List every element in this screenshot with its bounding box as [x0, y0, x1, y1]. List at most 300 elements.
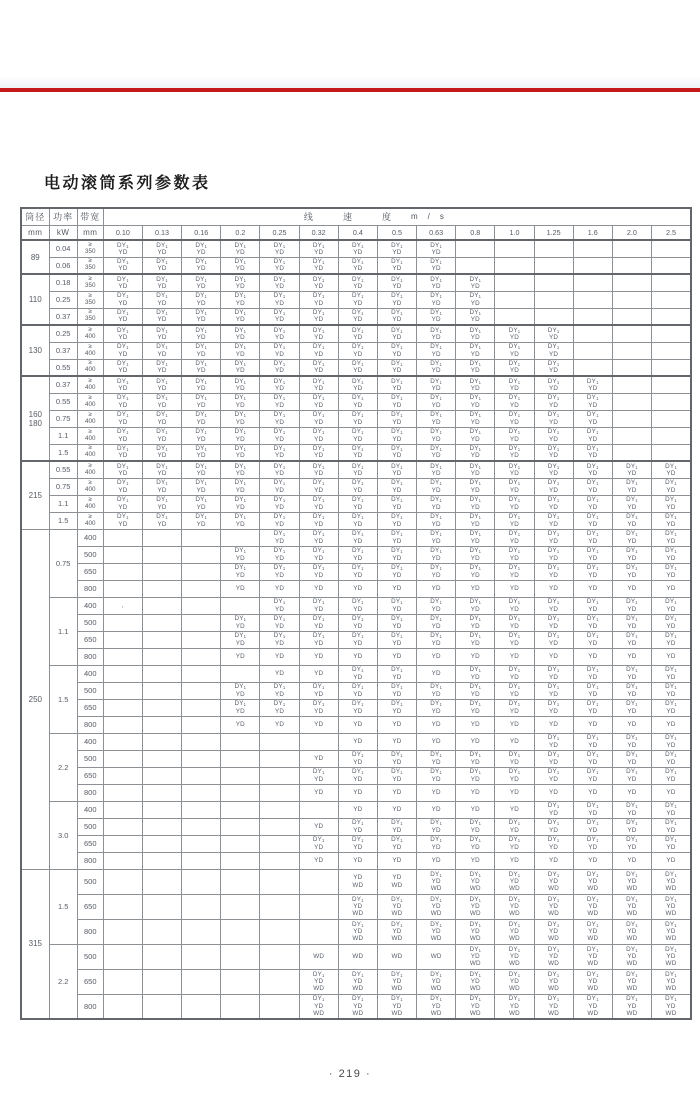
empty-cell — [103, 944, 142, 969]
speed-cell: YD — [573, 580, 612, 597]
speed-column-header: 0.5 — [377, 225, 416, 240]
empty-cell — [260, 894, 299, 919]
speed-cell: YD — [652, 580, 692, 597]
speed-cell: $DY_1$ YD — [417, 682, 456, 699]
empty-cell — [142, 919, 181, 944]
empty-cell — [221, 969, 260, 994]
empty-cell — [221, 869, 260, 894]
speed-cell: $DY_1$ YD — [338, 291, 377, 308]
speed-cell: $DY_1$ YD — [495, 818, 534, 835]
speed-cell: $DY_1$ YD — [534, 818, 573, 835]
speed-cell: $DY_1$ YD — [456, 291, 495, 308]
speed-cell: $DY_1$ YD WD — [377, 894, 416, 919]
speed-cell: $DY_1$ YD WD — [534, 969, 573, 994]
speed-cell: $DY_1$ YD WD — [495, 944, 534, 969]
speed-cell: $DY_1$ YD — [299, 291, 338, 308]
speed-cell: $DY_1$ YD — [534, 427, 573, 444]
speed-cell: $DY_1$ YD WD — [573, 869, 612, 894]
width-cell: 500 — [77, 614, 103, 631]
speed-cell: $DY_1$ YD — [142, 325, 181, 342]
empty-cell — [534, 257, 573, 274]
speed-cell: $DY_1$ YD — [573, 682, 612, 699]
speed-cell: YD — [299, 648, 338, 665]
speed-cell: $DY_1$ YD — [377, 818, 416, 835]
speed-cell: $DY_1$ YD — [182, 410, 221, 427]
power-cell: 0.75 — [49, 478, 77, 495]
empty-cell — [652, 325, 692, 342]
speed-title-part: 线 — [303, 212, 313, 223]
parameters-table — [20, 207, 692, 1020]
empty-cell — [103, 784, 142, 801]
empty-cell — [103, 648, 142, 665]
empty-cell — [182, 919, 221, 944]
empty-cell — [260, 994, 299, 1019]
empty-cell — [182, 835, 221, 852]
width-cell: 650 — [77, 699, 103, 716]
empty-cell — [260, 733, 299, 750]
speed-cell: $DY_1$ YD — [612, 597, 651, 614]
speed-cell: $DY_1$ YD — [299, 631, 338, 648]
speed-cell: $DY_1$ YD — [221, 512, 260, 529]
speed-cell: YD — [417, 580, 456, 597]
empty-cell — [612, 274, 651, 291]
power-cell: 0.55 — [49, 393, 77, 410]
speed-cell: YD — [573, 784, 612, 801]
empty-cell — [299, 869, 338, 894]
width-cell: ≥ 350 — [77, 274, 103, 291]
speed-cell: $DY_1$ YD WD — [299, 994, 338, 1019]
power-cell: 0.37 — [49, 308, 77, 325]
empty-cell — [612, 325, 651, 342]
speed-cell: $DY_1$ YD WD — [573, 994, 612, 1019]
empty-cell — [182, 994, 221, 1019]
speed-cell: $DY_1$ YD — [534, 529, 573, 546]
empty-cell — [495, 240, 534, 257]
speed-cell: $DY_1$ YD — [534, 699, 573, 716]
speed-cell: $DY_1$ YD — [456, 767, 495, 784]
width-cell: 400 — [77, 801, 103, 818]
empty-cell — [182, 682, 221, 699]
speed-cell: $DY_1$ YD — [417, 427, 456, 444]
speed-cell: $DY_1$ YD — [221, 393, 260, 410]
speed-cell: YD — [495, 852, 534, 869]
speed-cell: $DY_1$ YD — [612, 665, 651, 682]
speed-cell: $DY_1$ YD — [573, 410, 612, 427]
speed-cell: $DY_1$ YD — [142, 257, 181, 274]
empty-cell — [260, 818, 299, 835]
power-cell: 0.06 — [49, 257, 77, 274]
speed-cell: $DY_1$ YD — [573, 478, 612, 495]
speed-cell: $DY_1$ YD — [338, 461, 377, 478]
empty-cell — [260, 869, 299, 894]
speed-cell: $DY_1$ YD — [456, 393, 495, 410]
speed-cell: $DY_1$ YD — [299, 376, 338, 393]
speed-cell: $DY_1$ YD — [573, 393, 612, 410]
speed-column-header: 0.13 — [142, 225, 181, 240]
speed-cell: $DY_1$ YD — [573, 665, 612, 682]
speed-cell: $DY_1$ YD — [260, 257, 299, 274]
speed-cell: $DY_1$ YD WD — [495, 919, 534, 944]
power-cell: 1.1 — [49, 495, 77, 512]
speed-cell: $DY_1$ YD — [377, 529, 416, 546]
speed-cell: $DY_1$ YD — [260, 682, 299, 699]
speed-cell: $DY_1$ YD — [417, 461, 456, 478]
width-cell: ≥ 400 — [77, 495, 103, 512]
speed-cell: $DY_1$ YD — [495, 325, 534, 342]
empty-cell — [103, 733, 142, 750]
speed-cell: $DY_1$ YD — [612, 767, 651, 784]
speed-cell: $DY_1$ YD — [534, 597, 573, 614]
speed-cell: $DY_1$ YD — [417, 529, 456, 546]
speed-cell: $DY_1$ YD — [182, 342, 221, 359]
empty-cell — [142, 699, 181, 716]
width-cell: 800 — [77, 784, 103, 801]
speed-cell: $DY_1$ YD — [417, 342, 456, 359]
speed-cell: $DY_1$ YD — [456, 818, 495, 835]
speed-cell: $DY_1$ YD — [495, 393, 534, 410]
speed-cell: $DY_1$ YD — [612, 461, 651, 478]
speed-cell: $DY_1$ YD WD — [495, 869, 534, 894]
speed-cell: $DY_1$ YD — [456, 359, 495, 376]
empty-cell — [221, 665, 260, 682]
speed-cell: $DY_1$ YD — [338, 682, 377, 699]
speed-cell: $DY_1$ YD — [652, 665, 692, 682]
empty-cell — [652, 257, 692, 274]
speed-cell: $DY_1$ YD — [299, 546, 338, 563]
speed-cell: $DY_1$ YD — [377, 359, 416, 376]
empty-cell — [573, 291, 612, 308]
empty-cell — [182, 852, 221, 869]
speed-cell: $DY_1$ YD — [456, 274, 495, 291]
speed-cell: $DY_1$ YD — [260, 597, 299, 614]
speed-cell: YD — [260, 665, 299, 682]
speed-cell: $DY_1$ YD — [221, 461, 260, 478]
width-cell: ≥ 400 — [77, 376, 103, 393]
speed-cell: $DY_1$ YD — [495, 444, 534, 461]
speed-cell: $DY_1$ YD — [338, 478, 377, 495]
speed-cell: $DY_1$ YD — [612, 750, 651, 767]
speed-column-header: 0.63 — [417, 225, 456, 240]
speed-cell: $DY_1$ YD WD — [612, 994, 651, 1019]
speed-cell: $DY_1$ YD — [103, 512, 142, 529]
empty-cell — [142, 529, 181, 546]
empty-cell — [103, 563, 142, 580]
speed-column-header: 1.6 — [573, 225, 612, 240]
speed-cell: $DY_1$ YD — [338, 393, 377, 410]
speed-cell: $DY_1$ YD — [142, 495, 181, 512]
speed-cell: $DY_1$ YD — [377, 546, 416, 563]
speed-cell: $DY_1$ YD — [417, 359, 456, 376]
empty-cell — [182, 733, 221, 750]
speed-cell: YD — [377, 716, 416, 733]
speed-cell: $DY_1$ YD — [495, 512, 534, 529]
speed-cell: YD — [417, 648, 456, 665]
speed-cell: $DY_1$ YD — [299, 308, 338, 325]
speed-column-header: 0.8 — [456, 225, 495, 240]
speed-cell: $DY_1$ YD — [182, 308, 221, 325]
speed-cell: $DY_1$ YD — [495, 631, 534, 648]
empty-cell — [142, 546, 181, 563]
empty-cell — [534, 308, 573, 325]
speed-cell: $DY_1$ YD — [103, 444, 142, 461]
speed-cell: $DY_1$ YD — [142, 444, 181, 461]
speed-cell: $DY_1$ YD — [377, 444, 416, 461]
empty-cell — [612, 376, 651, 393]
power-cell: 0.18 — [49, 274, 77, 291]
empty-cell — [221, 994, 260, 1019]
speed-cell: $DY_1$ YD — [221, 257, 260, 274]
speed-cell: $DY_1$ YD — [338, 767, 377, 784]
speed-cell: $DY_1$ YD — [377, 767, 416, 784]
speed-cell: $DY_1$ YD — [377, 274, 416, 291]
speed-cell: YD — [534, 784, 573, 801]
empty-cell — [456, 240, 495, 257]
speed-cell: $DY_1$ YD — [299, 682, 338, 699]
power-cell: 1.5 — [49, 665, 77, 733]
speed-cell: $DY_1$ YD — [299, 410, 338, 427]
speed-cell: $DY_1$ YD WD — [534, 994, 573, 1019]
empty-cell — [221, 835, 260, 852]
speed-cell: $DY_1$ YD — [652, 512, 692, 529]
speed-cell: $DY_1$ YD — [103, 393, 142, 410]
speed-cell: $DY_1$ YD WD — [417, 994, 456, 1019]
speed-cell: $DY_1$ YD — [260, 274, 299, 291]
speed-cell: $DY_1$ YD — [534, 682, 573, 699]
speed-cell: $DY_1$ YD — [495, 597, 534, 614]
speed-cell: $DY_1$ YD — [103, 308, 142, 325]
speed-cell: $DY_1$ YD — [534, 461, 573, 478]
speed-cell: $DY_1$ YD — [612, 818, 651, 835]
speed-cell: $DY_1$ YD — [299, 257, 338, 274]
speed-cell: $DY_1$ YD — [534, 444, 573, 461]
speed-cell: $DY_1$ YD — [417, 750, 456, 767]
speed-cell: YD — [534, 716, 573, 733]
power-cell: 1.5 — [49, 444, 77, 461]
speed-cell: $DY_1$ YD WD — [377, 919, 416, 944]
speed-cell: $DY_1$ YD — [456, 597, 495, 614]
empty-cell — [142, 801, 181, 818]
speed-cell: $DY_1$ YD — [652, 682, 692, 699]
speed-cell: $DY_1$ YD — [573, 818, 612, 835]
speed-cell: $DY_1$ YD WD — [652, 944, 692, 969]
speed-cell: YD — [456, 716, 495, 733]
speed-cell: YD WD — [377, 869, 416, 894]
speed-cell: YD — [299, 818, 338, 835]
empty-cell — [221, 852, 260, 869]
speed-cell: YD — [612, 648, 651, 665]
speed-cell: $DY_1$ YD — [534, 733, 573, 750]
dia-cell: 160 180 — [21, 376, 49, 461]
speed-cell: $DY_1$ YD — [182, 495, 221, 512]
speed-cell: $DY_1$ YD — [221, 631, 260, 648]
width-cell: 500 — [77, 546, 103, 563]
speed-cell: $DY_1$ YD — [417, 308, 456, 325]
speed-cell: $DY_1$ YD — [338, 359, 377, 376]
speed-cell: $DY_1$ YD — [456, 665, 495, 682]
speed-cell: WD — [299, 944, 338, 969]
speed-cell: $DY_1$ YD — [338, 835, 377, 852]
width-cell: ≥ 400 — [77, 325, 103, 342]
empty-cell — [103, 919, 142, 944]
speed-cell: $DY_1$ YD — [260, 495, 299, 512]
speed-cell: $DY_1$ YD — [456, 495, 495, 512]
speed-cell: $DY_1$ YD — [377, 376, 416, 393]
dia-cell: 215 — [21, 461, 49, 529]
dia-cell: 315 — [21, 869, 49, 1019]
power-cell: 1.5 — [49, 869, 77, 944]
speed-cell: $DY_1$ YD — [417, 835, 456, 852]
width-cell: ≥ 400 — [77, 342, 103, 359]
speed-cell: $DY_1$ YD — [534, 750, 573, 767]
speed-cell: $DY_1$ YD — [377, 308, 416, 325]
speed-cell: $DY_1$ YD — [495, 563, 534, 580]
speed-cell: $DY_1$ YD — [377, 512, 416, 529]
empty-cell — [221, 818, 260, 835]
speed-title-part: s — [439, 212, 444, 222]
empty-cell — [221, 919, 260, 944]
speed-cell: $DY_1$ YD — [417, 325, 456, 342]
speed-cell: $DY_1$ YD — [103, 291, 142, 308]
speed-cell: $DY_1$ YD WD — [299, 969, 338, 994]
speed-cell: $DY_1$ YD WD — [612, 869, 651, 894]
speed-title-part: m — [410, 212, 418, 222]
speed-cell: $DY_1$ YD — [338, 699, 377, 716]
speed-cell: $DY_1$ YD — [377, 478, 416, 495]
speed-cell: $DY_1$ YD — [495, 495, 534, 512]
width-cell: 650 — [77, 563, 103, 580]
speed-cell: YD — [260, 648, 299, 665]
empty-cell — [221, 894, 260, 919]
width-cell: 400 — [77, 529, 103, 546]
empty-cell — [652, 359, 692, 376]
speed-cell: $DY_1$ YD — [103, 461, 142, 478]
speed-cell: $DY_1$ YD — [338, 512, 377, 529]
empty-cell — [182, 699, 221, 716]
empty-cell — [299, 919, 338, 944]
speed-cell: $DY_1$ YD — [573, 427, 612, 444]
speed-cell: $DY_1$ YD — [573, 699, 612, 716]
empty-cell — [612, 240, 651, 257]
speed-cell: $DY_1$ YD — [652, 699, 692, 716]
speed-cell: $DY_1$ YD WD — [612, 944, 651, 969]
width-cell: 400 — [77, 597, 103, 614]
speed-cell: YD — [299, 580, 338, 597]
speed-cell: $DY_1$ YD — [299, 240, 338, 257]
speed-cell: $DY_1$ YD — [495, 427, 534, 444]
speed-cell: $DY_1$ YD WD — [456, 869, 495, 894]
top-fade-band — [0, 76, 700, 88]
empty-cell — [142, 944, 181, 969]
speed-cell: $DY_1$ YD — [612, 495, 651, 512]
speed-cell: WD — [417, 944, 456, 969]
empty-cell — [260, 801, 299, 818]
empty-cell — [103, 969, 142, 994]
empty-cell — [652, 376, 692, 393]
empty-cell — [182, 894, 221, 919]
width-cell: ≥ 400 — [77, 444, 103, 461]
power-cell: 0.04 — [49, 240, 77, 257]
width-cell: 800 — [77, 994, 103, 1019]
empty-cell — [103, 716, 142, 733]
speed-cell: $DY_1$ YD — [652, 767, 692, 784]
speed-cell: $DY_1$ YD — [260, 529, 299, 546]
speed-cell: YD — [495, 716, 534, 733]
speed-cell: $DY_1$ YD — [260, 393, 299, 410]
speed-cell: $DY_1$ YD — [103, 257, 142, 274]
empty-cell — [652, 342, 692, 359]
speed-cell: $DY_1$ YD — [573, 461, 612, 478]
empty-cell — [260, 969, 299, 994]
power-header: 功率 — [49, 208, 77, 225]
empty-cell — [221, 733, 260, 750]
speed-cell: YD — [299, 750, 338, 767]
speed-cell: $DY_1$ YD — [299, 274, 338, 291]
empty-cell — [612, 291, 651, 308]
speed-cell: $DY_1$ YD WD — [456, 894, 495, 919]
power-cell: 0.75 — [49, 529, 77, 597]
empty-cell — [103, 699, 142, 716]
speed-cell: $DY_1$ YD — [573, 444, 612, 461]
speed-cell: $DY_1$ YD — [417, 597, 456, 614]
empty-cell — [103, 852, 142, 869]
speed-cell: $DY_1$ YD — [182, 376, 221, 393]
speed-column-header: 2.0 — [612, 225, 651, 240]
speed-cell: YD — [299, 784, 338, 801]
empty-cell — [103, 869, 142, 894]
speed-cell: $DY_1$ YD — [417, 291, 456, 308]
speed-cell: $DY_1$ YD — [103, 410, 142, 427]
speed-cell: $DY_1$ YD — [456, 376, 495, 393]
speed-cell: $DY_1$ YD — [182, 444, 221, 461]
speed-cell: $DY_1$ YD — [377, 665, 416, 682]
width-cell: 500 — [77, 818, 103, 835]
speed-cell: $DY_1$ YD — [103, 325, 142, 342]
empty-cell — [142, 733, 181, 750]
empty-cell — [142, 869, 181, 894]
speed-cell: YD — [417, 784, 456, 801]
speed-cell: $DY_1$ YD — [534, 801, 573, 818]
speed-cell: $DY_1$ YD — [495, 665, 534, 682]
speed-cell: $DY_1$ YD — [377, 699, 416, 716]
speed-cell: $DY_1$ YD — [299, 529, 338, 546]
speed-cell: $DY_1$ YD — [142, 274, 181, 291]
empty-cell — [260, 750, 299, 767]
speed-cell: $DY_1$ YD — [338, 750, 377, 767]
empty-cell — [182, 784, 221, 801]
empty-cell — [573, 240, 612, 257]
speed-cell: $DY_1$ YD — [142, 376, 181, 393]
speed-cell: $DY_1$ YD WD — [534, 944, 573, 969]
speed-cell: $DY_1$ YD — [221, 325, 260, 342]
speed-cell: $DY_1$ YD — [103, 478, 142, 495]
empty-cell — [652, 240, 692, 257]
speed-cell: $DY_1$ YD — [299, 835, 338, 852]
width-cell: 800 — [77, 580, 103, 597]
speed-cell: $DY_1$ YD — [573, 614, 612, 631]
speed-cell: $DY_1$ YD WD — [534, 894, 573, 919]
power-cell: 2.2 — [49, 733, 77, 801]
speed-cell: $DY_1$ YD — [338, 240, 377, 257]
width-cell: 800 — [77, 852, 103, 869]
speed-cell: YD — [338, 580, 377, 597]
speed-cell: $DY_1$ YD — [182, 291, 221, 308]
empty-cell — [182, 716, 221, 733]
width-cell: 400 — [77, 665, 103, 682]
speed-cell: YD — [495, 648, 534, 665]
speed-cell: $DY_1$ YD — [456, 410, 495, 427]
dia-cell: 250 — [21, 529, 49, 869]
speed-cell: $DY_1$ YD WD — [652, 894, 692, 919]
